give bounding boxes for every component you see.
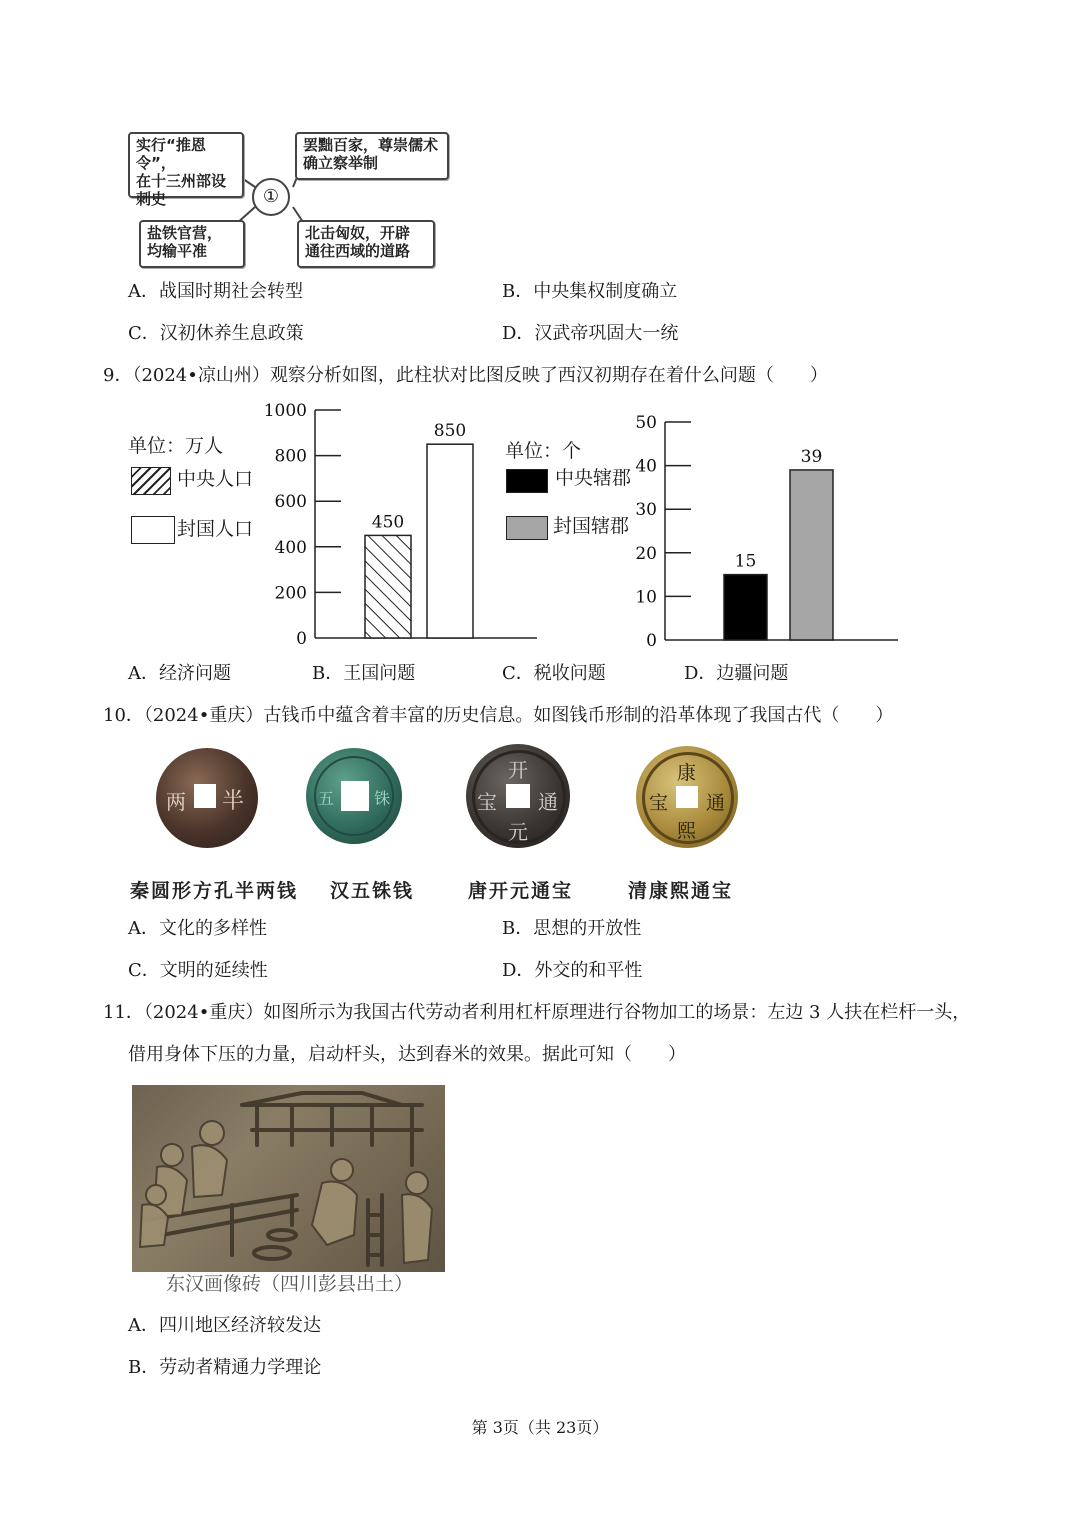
y-tick-label: 800	[274, 446, 307, 467]
y-tick-label: 0	[646, 631, 657, 651]
chart1-population	[255, 395, 545, 655]
y-tick-label: 600	[274, 492, 307, 513]
chart1-svg	[255, 395, 545, 655]
coin-glyph: 宝	[477, 790, 497, 814]
y-tick-label: 40	[635, 456, 657, 477]
y-tick-label: 1000	[263, 401, 307, 421]
coin-label-qin: 秦圆形方孔半两钱	[130, 880, 299, 902]
coin-qin-banliang	[156, 748, 258, 848]
q9-stem: 9．（2024•凉山州）观察分析如图，此柱状对比图反映了西汉初期存在着什么问题（ ）	[103, 365, 828, 386]
chart1-legend-swatch-fief	[131, 516, 175, 544]
q8-diagram	[125, 125, 450, 270]
q10-stem: 10．（2024•重庆）古钱币中蕴含着丰富的历史信息。如图钱币形制的沿革体现了我国古代（ ）	[103, 705, 894, 726]
bar-1	[724, 575, 767, 640]
q10-option-b[interactable]: B．思想的开放性	[502, 918, 642, 939]
coin-glyph: 康	[677, 762, 697, 784]
bar-value-label: 450	[371, 512, 405, 533]
chart2-legend-fief: 封国辖郡	[553, 515, 630, 537]
chart1-unit-label: 单位：万人	[128, 435, 224, 457]
coin-glyph: 熙	[677, 820, 697, 842]
chart2-legend-swatch-fief	[506, 516, 548, 540]
coin-glyph: 半	[222, 789, 245, 814]
relief-figures	[132, 1085, 445, 1272]
chart1-legend-swatch-central	[131, 467, 171, 495]
y-tick-label: 0	[296, 629, 307, 649]
y-tick-label: 50	[635, 413, 657, 433]
q8-option-b[interactable]: B．中央集权制度确立	[502, 281, 678, 302]
coin-label-han: 汉五铢钱	[330, 880, 415, 902]
page-footer: 第 3页（共 23页）	[471, 1418, 609, 1437]
y-tick-label: 400	[274, 537, 307, 558]
coin-label-tang: 唐开元通宝	[468, 880, 574, 902]
relief-caption: 东汉画像砖（四川彭县出土）	[166, 1273, 414, 1295]
chart2-unit-label: 单位：个	[505, 440, 582, 462]
y-tick-label: 200	[274, 583, 307, 604]
coin-qing-kangxi	[636, 746, 738, 848]
diagram-center-circle: ①	[252, 178, 290, 216]
coin-tang-kaiyuan	[466, 744, 570, 848]
bar-2	[427, 444, 473, 638]
coin-glyph: 宝	[649, 792, 669, 814]
diagram-box-bottom-right: 北击匈奴，开辟 通往西域的道路	[297, 220, 435, 268]
q11-stem-line2: 借用身体下压的力量，启动杆头，达到舂米的效果。据此可知（ ）	[128, 1044, 686, 1065]
brick-relief-image	[132, 1085, 445, 1272]
chart2-legend-central: 中央辖郡	[555, 467, 632, 489]
coin-glyph: 铢	[374, 789, 391, 808]
q10-option-c[interactable]: C．文明的延续性	[128, 960, 268, 981]
bar-1	[365, 535, 411, 638]
q10-option-d[interactable]: D．外交的和平性	[502, 960, 643, 981]
q9-option-b[interactable]: B．王国问题	[312, 663, 416, 684]
chart2-commanderies	[605, 405, 905, 655]
coin-glyph: 通	[538, 790, 558, 814]
coin-han-wuzhu	[306, 748, 402, 844]
q11-option-a[interactable]: A．四川地区经济较发达	[128, 1315, 321, 1336]
y-tick-label: 10	[635, 587, 657, 608]
q11-option-b[interactable]: B．劳动者精通力学理论	[128, 1357, 322, 1378]
coin-glyph: 元	[508, 820, 528, 844]
q10-option-a[interactable]: A．文化的多样性	[128, 918, 267, 939]
coin-glyph: 两	[166, 790, 186, 814]
bar-2	[790, 470, 833, 640]
diagram-box-bottom-left: 盐铁官营， 均输平准	[139, 220, 245, 268]
q9-option-d[interactable]: D．边疆问题	[684, 663, 789, 684]
coin-label-qing: 清康熙通宝	[628, 880, 734, 902]
chart1-legend-central: 中央人口	[177, 468, 254, 490]
q8-option-a[interactable]: A．战国时期社会转型	[128, 281, 303, 302]
y-tick-label: 20	[635, 543, 657, 564]
coin-glyph: 开	[508, 758, 528, 782]
q11-stem-line1: 11．（2024•重庆）如图所示为我国古代劳动者利用杠杆原理进行谷物加工的场景：左边 3 人扶在栏杆一头，	[103, 1002, 971, 1023]
bar-value-label: 15	[734, 551, 757, 572]
q9-option-a[interactable]: A．经济问题	[128, 663, 231, 684]
diagram-box-top-right: 罢黜百家，尊崇儒术 确立察举制	[295, 132, 449, 180]
q9-option-c[interactable]: C．税收问题	[502, 663, 606, 684]
q8-option-d[interactable]: D．汉武帝巩固大一统	[502, 323, 679, 344]
chart2-legend-swatch-central	[506, 469, 548, 493]
y-tick-label: 30	[635, 500, 657, 521]
chart2-svg	[605, 405, 905, 655]
diagram-box-top-left: 实行“推恩令”， 在十三州部设 刺史	[128, 132, 244, 198]
bar-value-label: 39	[800, 446, 823, 467]
bar-value-label: 850	[433, 421, 467, 442]
coin-glyph: 五	[318, 789, 335, 808]
chart1-legend-fief: 封国人口	[177, 518, 254, 540]
coin-glyph: 通	[706, 792, 726, 814]
q8-option-c[interactable]: C．汉初休养生息政策	[128, 323, 304, 344]
